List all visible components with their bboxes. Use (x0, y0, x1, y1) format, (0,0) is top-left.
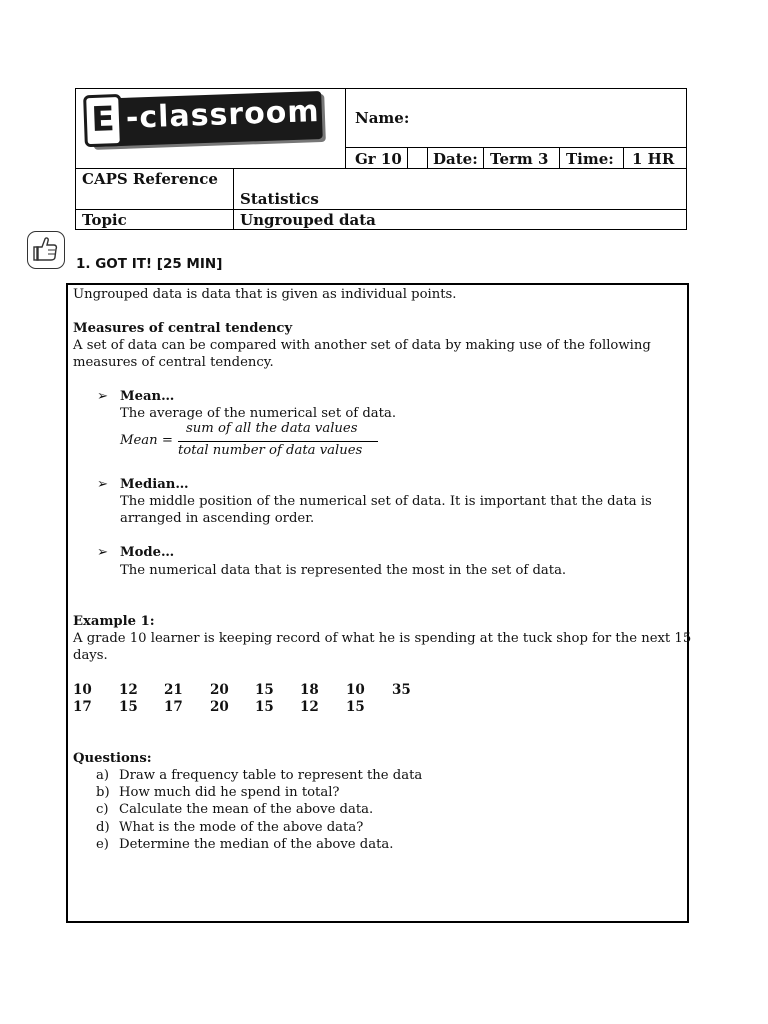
mean-formula-numerator: sum of all the data values (186, 421, 358, 436)
question-marker: a) (96, 768, 110, 783)
divider (559, 147, 560, 168)
question-marker: e) (96, 836, 109, 852)
median-description: arranged in ascending order. (120, 511, 315, 526)
section-title: 1. GOT IT! [25 MIN] (76, 256, 223, 272)
intro-text: Ungrouped data is data that is given as individual points. (73, 287, 457, 302)
divider (233, 168, 234, 230)
mode-description: The numerical data that is represented the most in the set of data. (120, 563, 567, 578)
logo-text: -classroom (125, 94, 321, 136)
data-value: 20 (210, 682, 229, 698)
bullet-arrow-icon: ➢ (97, 545, 109, 560)
topic-value: Ungrouped data (240, 211, 376, 229)
bullet-arrow-icon: ➢ (97, 389, 109, 404)
question-text: Draw a frequency table to represent the data (119, 768, 423, 783)
question-marker: d) (96, 819, 110, 835)
mode-heading: Mode… (120, 545, 175, 560)
data-value: 20 (210, 699, 229, 715)
example-text: days. (73, 648, 108, 663)
bullet-arrow-icon: ➢ (97, 477, 109, 492)
divider (75, 209, 687, 210)
question-text: Calculate the mean of the above data. (119, 802, 374, 818)
median-heading: Median… (120, 477, 189, 492)
mean-heading: Mean… (120, 389, 175, 404)
data-value: 17 (73, 699, 92, 715)
data-value: 15 (119, 699, 138, 715)
question-text: What is the mode of the above data? (119, 819, 364, 835)
date-label: Date: (433, 150, 478, 168)
data-value: 15 (346, 699, 365, 715)
example-text: A grade 10 learner is keeping record of what he is spending at the tuck shop for the next 15 (73, 631, 692, 646)
caps-reference-label: CAPS Reference (82, 170, 218, 188)
term-label: Term 3 (490, 150, 549, 168)
central-tendency-text: measures of central tendency. (73, 355, 274, 370)
example-heading: Example 1: (73, 614, 155, 629)
data-value: 12 (300, 699, 319, 715)
divider (75, 168, 687, 169)
divider (345, 147, 687, 148)
data-value: 17 (164, 699, 183, 715)
grade-label: Gr 10 (355, 150, 402, 168)
data-value: 21 (164, 682, 183, 698)
data-value: 18 (300, 682, 319, 698)
duration-label: 1 HR (632, 150, 675, 168)
fraction-bar (178, 441, 378, 442)
central-tendency-heading: Measures of central tendency (73, 321, 293, 336)
data-value: 35 (392, 682, 411, 698)
question-text: Determine the median of the above data. (119, 836, 394, 852)
topic-label: Topic (82, 211, 127, 229)
divider (427, 147, 428, 168)
data-value: 12 (119, 682, 138, 698)
divider (407, 147, 408, 168)
divider (623, 147, 624, 168)
median-description: The middle position of the numerical set of data. It is important that the data is (120, 494, 652, 509)
question-text: How much did he spend in total? (119, 785, 340, 801)
question-marker: c) (96, 802, 109, 818)
questions-heading: Questions: (73, 751, 152, 766)
data-value: 15 (255, 682, 274, 698)
mean-formula-denominator: total number of data values (178, 443, 363, 458)
mean-formula-label: Mean = (120, 433, 173, 448)
thumbs-up-icon (27, 231, 65, 269)
question-marker: b) (96, 785, 110, 801)
central-tendency-text: A set of data can be compared with another set of data by making use of the following (73, 338, 651, 353)
data-value: 10 (346, 682, 365, 698)
name-label: Name: (355, 109, 410, 127)
divider (345, 88, 346, 168)
time-label: Time: (566, 150, 614, 168)
caps-reference-value: Statistics (240, 190, 319, 208)
data-value: 15 (255, 699, 274, 715)
mean-description: The average of the numerical set of data. (120, 406, 397, 421)
eclassroom-logo (89, 91, 323, 147)
data-value: 10 (73, 682, 92, 698)
divider (483, 147, 484, 168)
logo-e-badge: E (83, 94, 123, 147)
